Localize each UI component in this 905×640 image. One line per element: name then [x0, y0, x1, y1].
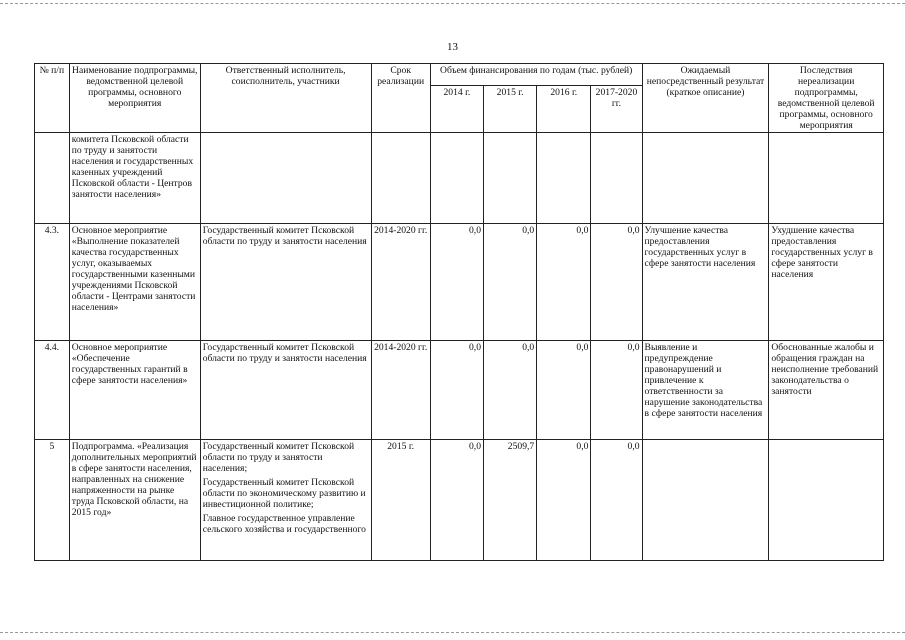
- cell-2016: [537, 133, 591, 224]
- cell-num: [35, 133, 70, 224]
- header-consequence: Последствия нереализации подпрограммы, ведомственной целевой программы, основного мероприятия: [769, 64, 884, 133]
- cell-2014: 0,0: [430, 224, 483, 341]
- scan-edge-bottom: [0, 632, 905, 633]
- cell-num: 4.3.: [35, 224, 70, 341]
- header-result: Ожидаемый непосредственный результат (краткое описание): [642, 64, 769, 133]
- header-row: [35, 64, 884, 86]
- header-executor: Ответственный исполнитель, соисполнитель, участники: [200, 64, 371, 133]
- cell-consequence: Обоснованные жалобы и обращения граждан на неисполнение требований законодательства о занятости: [769, 341, 884, 440]
- cell-executor: Государственный комитет Псковской области по труду и занятости населения: [200, 224, 371, 341]
- header-year-2016: 2016 г.: [537, 86, 591, 133]
- cell-2017-2020: 0,0: [591, 440, 642, 561]
- table-row: [35, 224, 884, 341]
- cell-name: Основное мероприятие «Обеспечение государственных гарантий в сфере занятости населения»: [69, 341, 200, 440]
- cell-2014: [430, 133, 483, 224]
- cell-2015: 0,0: [484, 224, 537, 341]
- header-num: № п/п: [35, 64, 70, 133]
- executor-part: Государственный комитет Псковской области по труду и занятости населения;: [202, 441, 355, 474]
- cell-executor: [200, 133, 371, 224]
- header-year-2015: 2015 г.: [484, 86, 537, 133]
- cell-2017-2020: 0,0: [591, 224, 642, 341]
- cell-name: Основное мероприятие «Выполнение показателей качества государственных услуг, оказываемых государственными казенными учреждениями Псковской области - Центрами занятости населения»: [69, 224, 200, 341]
- cell-name: Подпрограмма. «Реализация дополнительных мероприятий в сфере занятости населения, направленных на снижение напряженности на рынке труда Псковской области, на 2015 год»: [69, 440, 200, 561]
- cell-2015: [484, 133, 537, 224]
- cell-term: 2014-2020 гг.: [371, 341, 430, 440]
- cell-2017-2020: [591, 133, 642, 224]
- header-name: Наименование подпрограммы, ведомственной целевой программы, основного мероприятия: [69, 64, 200, 133]
- cell-result: [642, 133, 769, 224]
- cell-2016: 0,0: [537, 440, 591, 561]
- table-row: [35, 341, 884, 440]
- executor-part: Главное государственное управление сельского хозяйства и государственного: [202, 513, 366, 535]
- cell-2016: 0,0: [537, 224, 591, 341]
- page-number: 13: [447, 41, 458, 53]
- header-funding: Объем финансирования по годам (тыс. рублей): [430, 64, 642, 86]
- cell-2016: 0,0: [537, 341, 591, 440]
- cell-2015: 0,0: [484, 341, 537, 440]
- cell-result: [642, 440, 769, 561]
- cell-term: 2015 г.: [371, 440, 430, 561]
- cell-num: 5: [35, 440, 70, 561]
- cell-consequence: [769, 133, 884, 224]
- cell-2014: 0,0: [430, 440, 483, 561]
- cell-executor: Государственный комитет Псковской области по труду и занятости населения: [200, 341, 371, 440]
- cell-result: Выявление и предупреждение правонарушений и привлечение к ответственности за нарушение законодательства в сфере занятости населения: [642, 341, 769, 440]
- cell-2014: 0,0: [430, 341, 483, 440]
- table-row: [35, 440, 884, 561]
- cell-result: Улучшение качества предоставления государственных услуг в сфере занятости населения: [642, 224, 769, 341]
- cell-consequence: [769, 440, 884, 561]
- cell-term: 2014-2020 гг.: [371, 224, 430, 341]
- cell-num: 4.4.: [35, 341, 70, 440]
- cell-term: [371, 133, 430, 224]
- cell-name: комитета Псковской области по труду и занятости населения и государственных казенных учреждений Псковской области - Центров занятости населения»: [69, 133, 200, 224]
- cell-consequence: Ухудшение качества предоставления государственных услуг в сфере занятости населения: [769, 224, 884, 341]
- cell-2017-2020: 0,0: [591, 341, 642, 440]
- header-year-2017-2020: 2017-2020 гг.: [591, 86, 642, 133]
- cell-2015: 2509,7: [484, 440, 537, 561]
- scan-edge-top: [0, 3, 905, 4]
- header-year-2014: 2014 г.: [430, 86, 483, 133]
- header-term: Срок реализации: [371, 64, 430, 133]
- table-row: [35, 133, 884, 224]
- program-table: [34, 63, 884, 561]
- executor-part: Государственный комитет Псковской области по экономическому развитию и инвестиционной политике;: [202, 477, 366, 510]
- cell-executor: [200, 440, 371, 561]
